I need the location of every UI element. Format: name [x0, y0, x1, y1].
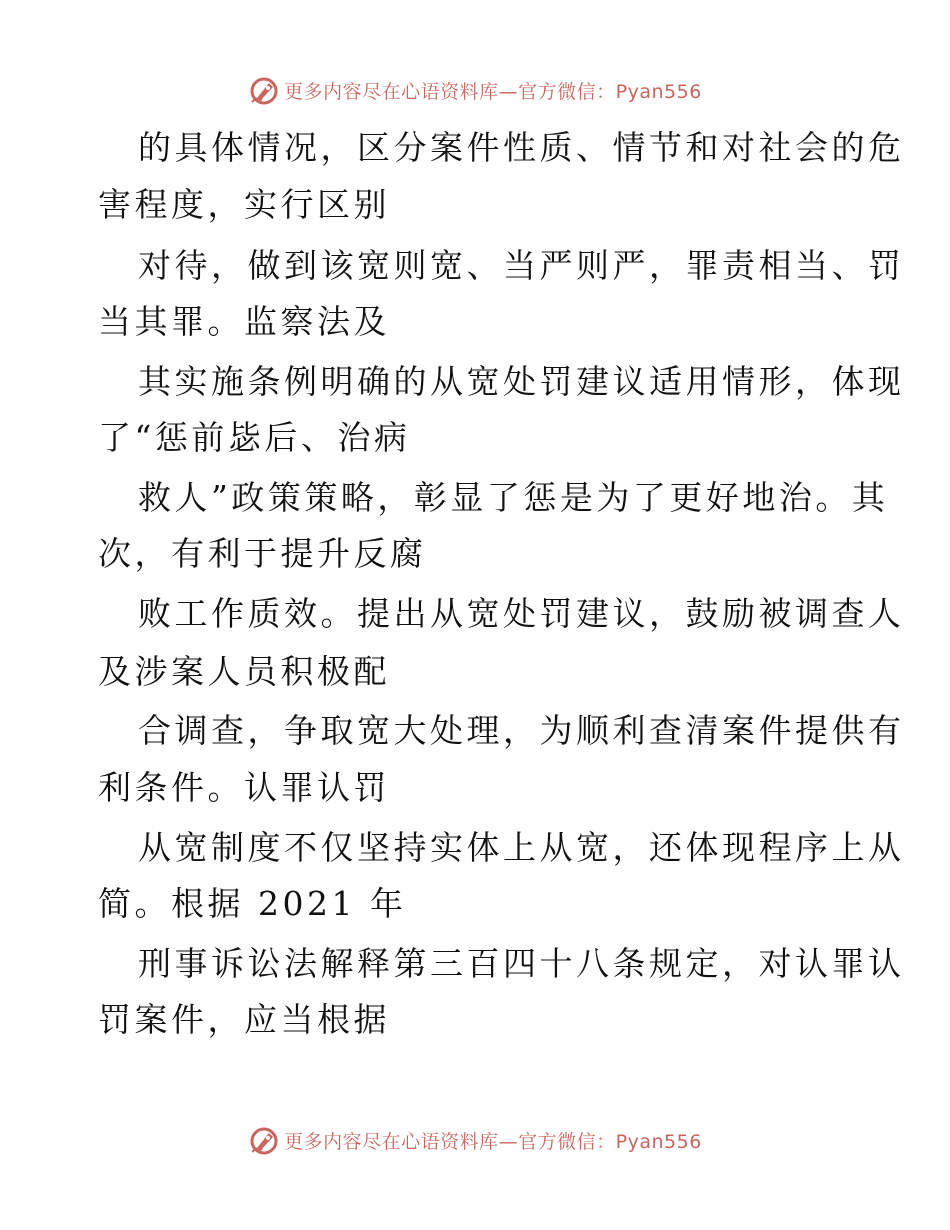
- pen-nib-logo-icon: [248, 74, 280, 106]
- pen-nib-logo-icon: [248, 1124, 280, 1156]
- text-line: 利条件。认罪认罚: [98, 768, 390, 807]
- text-line: 害程度，实行区别: [98, 185, 390, 224]
- text-line: 从宽制度不仅坚持实体上从宽，还体现程序上从: [138, 828, 905, 867]
- text-line: 救人”政策策略，彰显了惩是为了更好地治。其: [138, 478, 889, 517]
- banner-text: [284, 77, 702, 104]
- banner-dash: —: [498, 1130, 519, 1153]
- text-line: 罚案件，应当根据: [98, 1000, 390, 1039]
- text-line: 其实施条例明确的从宽处罚建议适用情形，体现: [138, 362, 905, 401]
- banner-wechat: 官方微信：Pyan556: [518, 1130, 702, 1153]
- text-line: 了“惩前毖后、治病: [98, 418, 411, 457]
- text-line: 的具体情况，区分案件性质、情节和对社会的危: [138, 128, 905, 167]
- text-line: 刑事诉讼法解释第三百四十八条规定，对认罪认: [138, 944, 905, 983]
- banner-text: [284, 1127, 702, 1154]
- text-line: 次，有利于提升反腐: [98, 534, 427, 573]
- banner-title: 更多内容尽在心语资料库: [284, 80, 499, 103]
- text-line: 简。根据 2021 年: [98, 884, 407, 923]
- footer-banner: [0, 1120, 950, 1160]
- text-line: 当其罪。监察法及: [98, 302, 390, 341]
- text-line: 败工作质效。提出从宽处罚建议，鼓励被调查人: [138, 594, 905, 633]
- banner-title: 更多内容尽在心语资料库: [284, 1130, 499, 1153]
- header-banner: [0, 70, 950, 110]
- text-line: 对待，做到该宽则宽、当严则严，罪责相当、罚: [138, 246, 905, 285]
- text-line: 合调查，争取宽大处理，为顺利查清案件提供有: [138, 711, 905, 750]
- banner-dash: —: [498, 80, 519, 103]
- banner-wechat: 官方微信：Pyan556: [518, 80, 702, 103]
- text-line: 及涉案人员积极配: [98, 652, 390, 691]
